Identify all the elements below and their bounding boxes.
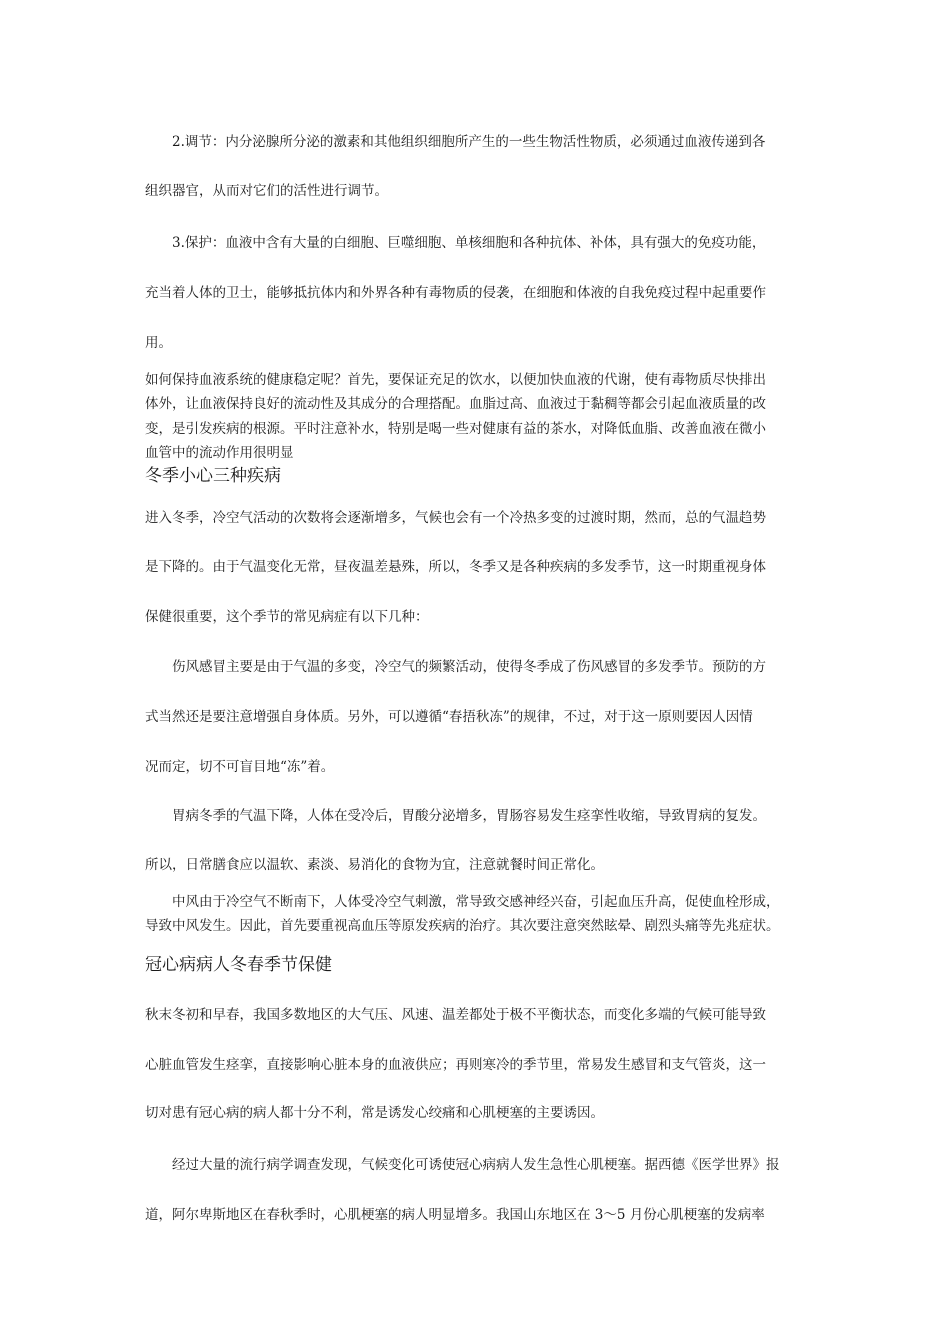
section-heading: 冬季小心三种疾病 (145, 466, 281, 486)
paragraph-line: 伤风感冒主要是由于气温的多变，冷空气的频繁活动，使得冬季成了伤风感冒的多发季节。预防的方 (172, 659, 766, 675)
paragraph-line: 中风由于冷空气不断南下，人体受冷空气刺激，常导致交感神经兴奋，引起血压升高，促使血栓形成， (172, 894, 780, 910)
section-heading: 冠心病病人冬春季节保健 (145, 955, 332, 975)
paragraph-line: 血管中的流动作用很明显 (145, 445, 294, 461)
paragraph-line: 切对患有冠心病的病人都十分不利，常是诱发心绞痛和心肌梗塞的主要诱因。 (145, 1105, 604, 1121)
paragraph-line: 式当然还是要注意增强自身体质。另外，可以遵循“春捂秋冻”的规律，不过，对于这一原则要因人因情 (145, 709, 753, 725)
paragraph-line: 所以，日常膳食应以温软、素淡、易消化的食物为宜，注意就餐时间正常化。 (145, 857, 604, 873)
paragraph-line: 充当着人体的卫士，能够抵抗体内和外界各种有毒物质的侵袭，在细胞和体液的自我免疫过程中起重要作 (145, 285, 766, 301)
paragraph-line: 是下降的。由于气温变化无常，昼夜温差悬殊，所以，冬季又是各种疾病的多发季节，这一时期重视身体 (145, 559, 766, 575)
paragraph-line: 况而定，切不可盲目地“冻”着。 (145, 759, 335, 775)
paragraph-line: 秋末冬初和早春，我国多数地区的大气压、风速、温差都处于极不平衡状态，而变化多端的气候可能导致 (145, 1007, 766, 1023)
paragraph-line: 进入冬季，冷空气活动的次数将会逐渐增多，气候也会有一个冷热多变的过渡时期，然而，总的气温趋势 (145, 510, 766, 526)
paragraph-line: 体外，让血液保持良好的流动性及其成分的合理搭配。血脂过高、血液过于黏稠等都会引起血液质量的改 (145, 396, 766, 412)
paragraph-line: 经过大量的流行病学调查发现，气候变化可诱使冠心病病人发生急性心肌梗塞。据西德《医学世界》报 (172, 1157, 780, 1173)
paragraph-line: 组织器官，从而对它们的活性进行调节。 (145, 183, 388, 199)
paragraph-line: 保健很重要，这个季节的常见病症有以下几种： (145, 609, 429, 625)
paragraph-line: 道，阿尔卑斯地区在春秋季时，心肌梗塞的病人明显增多。我国山东地区在 3～5 月份心肌梗塞的发病率 (145, 1207, 765, 1223)
paragraph-line: 2.调节：内分泌腺所分泌的激素和其他组织细胞所产生的一些生物活性物质，必须通过血液传递到各 (172, 134, 766, 150)
paragraph-line: 如何保持血液系统的健康稳定呢？首先，要保证充足的饮水，以便加快血液的代谢，使有毒物质尽快排出 (145, 372, 766, 388)
paragraph-line: 心脏血管发生痉挛，直接影响心脏本身的血液供应；再则寒冷的季节里，常易发生感冒和支气管炎，这一 (145, 1057, 766, 1073)
paragraph-line: 导致中风发生。因此，首先要重视高血压等原发疾病的治疗。其次要注意突然眩晕、剧烈头痛等先兆症状。 (145, 918, 780, 934)
paragraph-line: 胃病冬季的气温下降，人体在受冷后，胃酸分泌增多，胃肠容易发生痉挛性收缩，导致胃病的复发。 (172, 808, 766, 824)
paragraph-line: 3.保护：血液中含有大量的白细胞、巨噬细胞、单核细胞和各种抗体、补体，具有强大的免疫功能， (172, 235, 766, 251)
paragraph-line: 用。 (145, 335, 172, 351)
paragraph-line: 变，是引发疾病的根源。平时注意补水，特别是喝一些对健康有益的茶水，对降低血脂、改善血液在微小 (145, 421, 766, 437)
